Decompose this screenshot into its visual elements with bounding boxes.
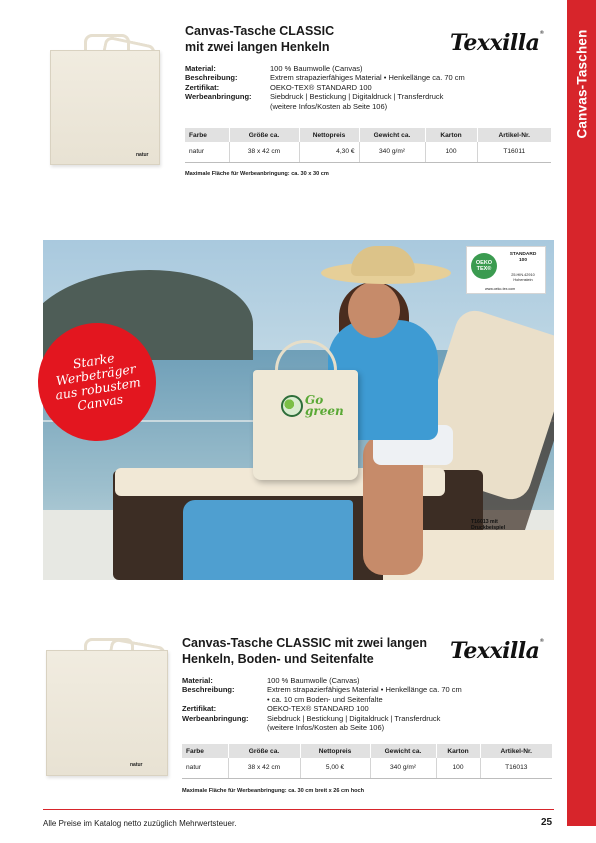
col-header: Größe ca. xyxy=(228,744,300,758)
globe-icon xyxy=(281,395,303,417)
registered-mark: ® xyxy=(539,638,544,644)
table-header-row xyxy=(185,128,551,142)
product-title xyxy=(182,636,427,667)
table-cell: natur xyxy=(185,142,229,162)
page-number: 25 xyxy=(541,817,553,828)
oeko-tex-code: 25.HIN.42910 Hohenstein xyxy=(511,273,535,282)
table-cell: 38 x 42 cm xyxy=(228,758,300,778)
oeko-tex-standard: STANDARD 100 xyxy=(509,252,537,263)
brand-name: Texxilla xyxy=(450,638,540,664)
bag-body xyxy=(50,50,160,165)
table-cell: 100 xyxy=(436,758,480,778)
hat-crown xyxy=(351,246,415,276)
go-green-line1: Go xyxy=(305,393,324,407)
col-header: Nettopreis xyxy=(300,744,370,758)
spec-row-branding xyxy=(182,714,552,733)
spec-value: Siebdruck | Bestickung | Digitaldruck | Transferdruck (weitere Infos/Kosten ab Seite 106) xyxy=(270,92,444,111)
col-header: Gewicht ca. xyxy=(370,744,436,758)
photo-caption: T16013 mit Druckbeispiel xyxy=(471,519,506,532)
spec-row-material xyxy=(185,64,555,73)
bag-tag: natur xyxy=(136,152,149,158)
brand-logo xyxy=(450,30,544,56)
product-t16011 xyxy=(40,24,560,194)
col-header: Größe ca. xyxy=(229,128,299,142)
col-header: Farbe xyxy=(182,744,228,758)
spec-row-description xyxy=(182,685,552,704)
spec-key: Zertifikat: xyxy=(185,82,220,92)
spec-key: Material: xyxy=(182,676,213,685)
bag-tag: natur xyxy=(130,762,143,768)
brand-logo xyxy=(450,638,544,664)
spec-row-certificate xyxy=(185,83,555,92)
oeko-tex-logo-text: OEKO TEX® xyxy=(475,260,493,272)
col-header: Farbe xyxy=(185,128,229,142)
spec-value: Extrem strapazierfähiges Material • Henkellänge ca. 70 cm xyxy=(270,73,465,83)
col-header: Gewicht ca. xyxy=(359,128,425,142)
spec-value: 100 % Baumwolle (Canvas) xyxy=(270,64,363,73)
spec-row-certificate xyxy=(182,704,552,713)
photo-bag xyxy=(253,370,358,480)
spec-list xyxy=(185,64,555,111)
oeko-tex-label xyxy=(466,246,546,294)
blue-towel xyxy=(183,500,353,580)
spec-value: OEKO-TEX® STANDARD 100 xyxy=(267,704,369,714)
spec-value: 100 % Baumwolle (Canvas) xyxy=(267,676,360,685)
spec-value: OEKO-TEX® STANDARD 100 xyxy=(270,82,372,92)
promo-badge-text: Starke Werbeträger aus robustem Canvas xyxy=(54,350,142,414)
spec-key: Material: xyxy=(185,64,216,73)
product-title xyxy=(185,24,334,55)
table-cell: 100 xyxy=(425,142,477,162)
spec-key: Zertifikat: xyxy=(182,704,217,714)
table-row xyxy=(182,758,552,778)
product-title-line1: Canvas-Tasche CLASSIC xyxy=(185,24,335,38)
table-cell: 340 g/m² xyxy=(370,758,436,778)
spec-key: Beschreibung: xyxy=(185,73,238,83)
product-image xyxy=(46,34,168,169)
go-green-text xyxy=(305,395,344,417)
footer-divider xyxy=(43,809,554,810)
product-title-line2: Henkeln, Boden- und Seitenfalte xyxy=(182,651,374,666)
price-table xyxy=(182,744,552,779)
col-header: Nettopreis xyxy=(299,128,359,142)
col-header: Artikel-Nr. xyxy=(477,128,551,142)
table-cell: 38 x 42 cm xyxy=(229,142,299,162)
col-header: Karton xyxy=(425,128,477,142)
product-t16013 xyxy=(40,632,560,802)
table-cell: T16013 xyxy=(480,758,552,778)
side-tab-label: Canvas-Taschen xyxy=(574,29,590,139)
brand-name: Texxilla xyxy=(450,30,540,56)
woman-head xyxy=(348,282,400,338)
table-cell: T16011 xyxy=(477,142,551,162)
spec-row-description xyxy=(185,73,555,82)
spec-key: Werbeanbringung: xyxy=(185,92,252,102)
product-image xyxy=(44,638,170,778)
bag-body xyxy=(46,650,168,776)
spec-key: Beschreibung: xyxy=(182,685,235,695)
table-cell: 5,00 € xyxy=(300,758,370,778)
footer-disclaimer: Alle Preise im Katalog netto zuzüglich Mehrwertsteuer. xyxy=(43,819,237,828)
go-green-line2: green xyxy=(305,404,344,418)
spec-row-material xyxy=(182,676,552,685)
oeko-tex-logo xyxy=(471,253,497,279)
table-cell: 340 g/m² xyxy=(359,142,425,162)
registered-mark: ® xyxy=(539,30,544,36)
col-header: Karton xyxy=(436,744,480,758)
spec-row-branding xyxy=(185,92,555,111)
spec-value: Siebdruck | Bestickung | Digitaldruck | Transferdruck (weitere Infos/Kosten ab Seite 106) xyxy=(267,713,441,733)
oeko-tex-url: www.oeko-tex.com xyxy=(485,287,516,291)
table-cell: 4,30 € xyxy=(299,142,359,162)
col-header: Artikel-Nr. xyxy=(480,744,552,758)
spec-value: Extrem strapazierfähiges Material • Henkellänge ca. 70 cm • ca. 10 cm Boden- und Seitenfalte xyxy=(267,685,462,704)
print-area-note: Maximale Fläche für Werbeanbringung: ca. 30 cm breit x 26 cm hoch xyxy=(182,788,365,794)
table-header-row xyxy=(182,744,552,758)
product-title-line1: Canvas-Tasche CLASSIC mit zwei langen xyxy=(182,636,427,650)
spec-list xyxy=(182,676,552,732)
table-row xyxy=(185,142,551,162)
spec-key: Werbeanbringung: xyxy=(182,713,249,723)
table-cell: natur xyxy=(182,758,228,778)
print-area-note: Maximale Fläche für Werbeanbringung: ca. 30 x 30 cm xyxy=(185,171,329,177)
product-title-line2: mit zwei langen Henkeln xyxy=(185,39,330,54)
price-table xyxy=(185,128,551,163)
